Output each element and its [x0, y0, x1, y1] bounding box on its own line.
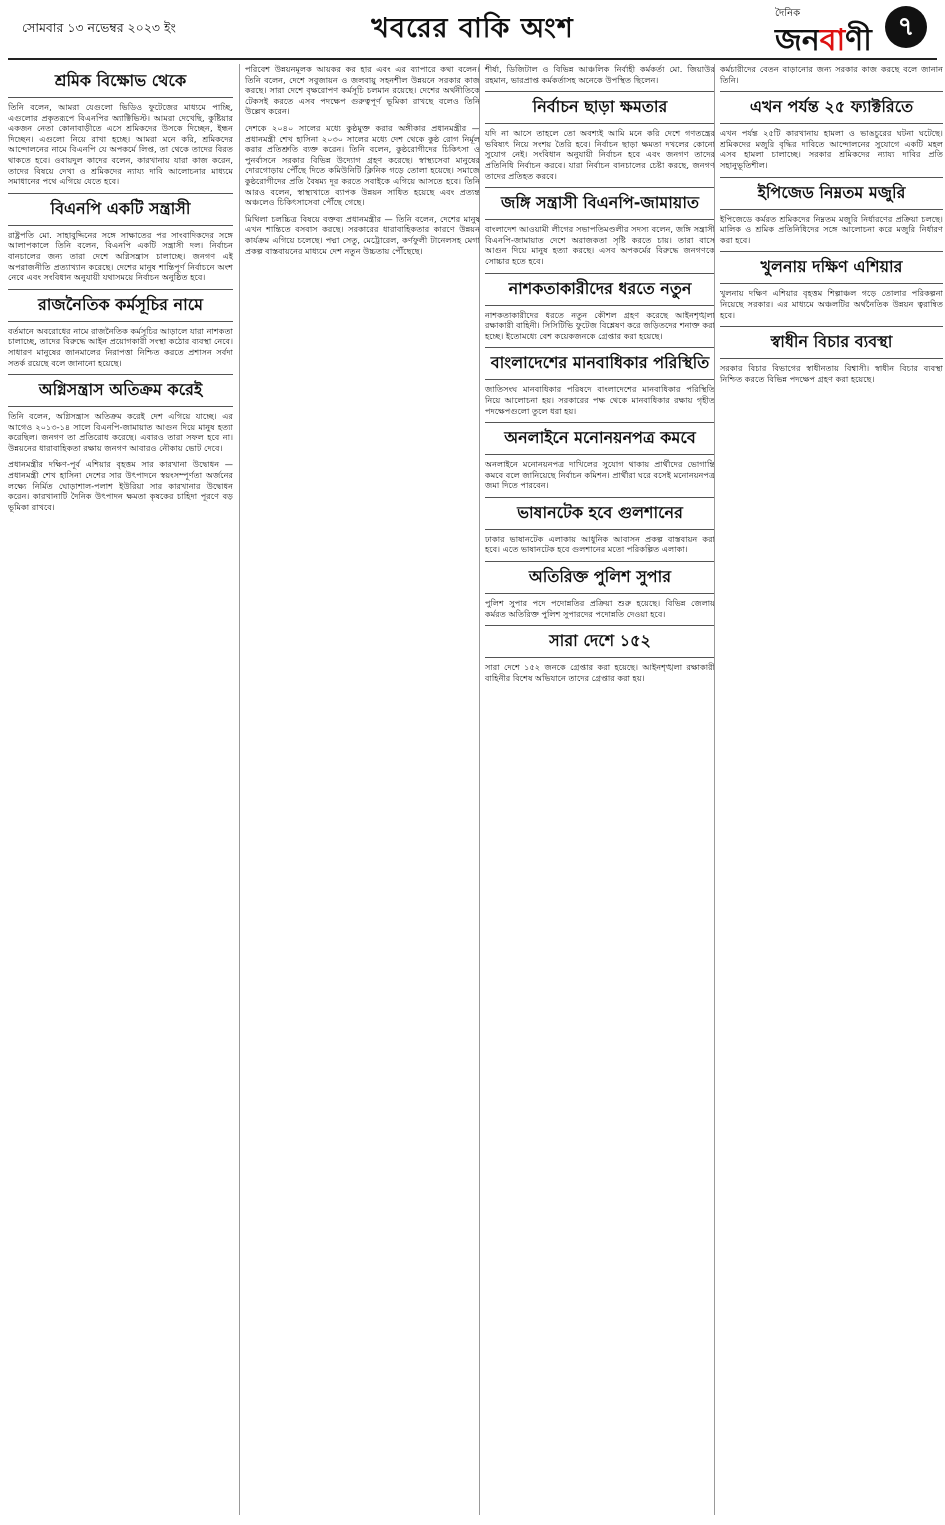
- article-headline: নাশকতাকারীদের ধরতে নতুন: [485, 273, 715, 306]
- article-body: রাষ্ট্রপতি মো. সাহাবুদ্দিনের সঙ্গে সাক্ষাতের পর সাংবাদিকদের সঙ্গে আলাপকালে তিনি বলেন, বিএনপি একটি সন্ত্রাসী দল। নির্বাচন বানচালের জন্য তারা দেশে অগ্নিসন্ত্রাস চালাচ্ছে। জনগণ এই অপরাজনীতি প্রত্যাখ্যান করেছে। দেশের মানুষ শান্তিপূর্ণ নির্বাচনে অংশ নেবে এবং সংবিধান অনুযায়ী যথাসময়ে নির্বাচন অনুষ্ঠিত হবে।: [8, 229, 233, 283]
- newspaper-logo: [767, 4, 927, 58]
- article-body: শীর্ষা, ডিজিটাল ও বিভিন্ন আঞ্চলিক নির্বাহী কর্মকর্তা মো. জিয়াউর রহমান, ভারপ্রাপ্ত কর্মকর্তাসহ অনেকে উপস্থিত ছিলেন।: [485, 64, 715, 85]
- article-headline: বাংলাদেশের মানবাধিকার পরিস্থিতি: [485, 347, 715, 380]
- article-headline: বিএনপি একটি সন্ত্রাসী: [8, 193, 233, 226]
- article-body: দেশকে ২০৪০ সালের মধ্যে কুষ্ঠমুক্ত করার অঙ্গীকার প্রধানমন্ত্রীর — প্রধানমন্ত্রী শেখ হাসিনা ২০৩০ সালের মধ্যে দেশ থেকে কুষ্ঠ রোগ নির্মূল করার প্রতিশ্রুতি ব্যক্ত করেন। তিনি বলেন, কুষ্ঠরোগীদের চিকিৎসা ও পুনর্বাসনে সরকার বিভিন্ন উদ্যোগ গ্রহণ করেছে। স্বাস্থ্যসেবা মানুষের দোরগোড়ায় পৌঁছে দিতে কমিউনিটি ক্লিনিক গড়ে তোলা হয়েছে। সমাজে কুষ্ঠরোগীদের প্রতি বৈষম্য দূর করতে সবাইকে এগিয়ে আসতে হবে। তিনি আরও বলেন, স্বাস্থ্যখাতে ব্যাপক উন্নয়ন সাধিত হয়েছে এবং প্রত্যন্ত অঞ্চলেও চিকিৎসাসেবা পৌঁছে গেছে।: [245, 122, 480, 208]
- article-body: পুলিশ সুপার পদে পদোন্নতির প্রক্রিয়া শুরু হয়েছে। বিভিন্ন জেলায় কর্মরত অতিরিক্ত পুলিশ সুপারদের পদোন্নতি দেওয়া হবে।: [485, 598, 715, 619]
- article-headline: রাজনৈতিক কর্মসূচির নামে: [8, 289, 233, 322]
- article-body: প্রধানমন্ত্রীর দক্ষিণ-পূর্ব এশিয়ার বৃহত্তম সার কারখানা উদ্বোধন — প্রধানমন্ত্রী শেখ হাসিনা দেশের সার উৎপাদনে স্বয়ংসম্পূর্ণতা অর্জনের লক্ষ্যে নির্মিত ঘোড়াশাল-পলাশ ইউরিয়া সার কারখানার উদ্বোধন করেন। কারখানাটি দৈনিক উৎপাদন ক্ষমতা কৃষকের চাহিদা পূরণে বড় ভূমিকা রাখবে।: [8, 459, 233, 512]
- article-headline: ভাষানটেক হবে গুলশানের: [485, 497, 715, 530]
- article-body: খুলনায় দক্ষিণ এশিয়ার বৃহত্তম শিল্পাঞ্চল গড়ে তোলার পরিকল্পনা নিয়েছে সরকার। এর মাধ্যমে অঞ্চলটির অর্থনৈতিক উন্নয়ন ত্বরান্বিত হবে।: [720, 288, 943, 320]
- article-body: পরিবেশ উন্নয়নমূলক আয়কর কর হার এবং এর ব্যাপারে কথা বলেন। তিনি বলেন, দেশে সবুজায়ন ও জলবায়ু সহনশীল উন্নয়নে সরকার কাজ করছে। সারা দেশে বৃক্ষরোপণ কর্মসূচি চলমান রয়েছে। দেশের অর্থনীতিকে টেকসই করতে এসব পদক্ষেপ গুরুত্বপূর্ণ ভূমিকা রাখছে বলেও তিনি উল্লেখ করেন।: [245, 64, 480, 117]
- article-body: তিনি বলেন, আমরা যেগুলো ভিডিও ফুটেজের মাধ্যমে পাচ্ছি, এগুলোর প্রকৃতরূপে বিএনপির অ্যাক্টিভিস্ট। আমরা দেখেছি, কুষ্টিয়ার একজন নেতা কোনাবাড়ীতে এসে শ্রমিকদের উসকে দিচ্ছেন, ইন্ধন দিচ্ছেন। এগুলো নিয়ে রাখা হচ্ছে। আমরা মনে করি, শ্রমিকদের আন্দোলনের নামে বিএনপি যে অপকর্মে লিপ্ত, তা থেকে তাদের বিরত থাকতে হবে। ওবায়দুল কাদের বলেন, কারখানায় যারা কাজ করেন, তাদের বিষয়ে দেখা ও শ্রমিকদের ন্যায্য দাবি আলোচনার মাধ্যমে সমাধানের পথে এগিয়ে যেতে হবে।: [8, 102, 233, 187]
- article-body: ইপিজেডে কর্মরত শ্রমিকদের নিম্নতম মজুরি নির্ধারণের প্রক্রিয়া চলছে। মালিক ও শ্রমিক প্রতিনিধিদের সঙ্গে আলোচনা করে মজুরি নির্ধারণ করা হবে।: [720, 213, 943, 245]
- article-headline: খুলনায় দক্ষিণ এশিয়ার: [720, 251, 943, 284]
- page-number-badge: ৭: [885, 6, 927, 48]
- article-headline: ইপিজেড নিম্নতম মজুরি: [720, 177, 943, 210]
- article-body: বাংলাদেশ আওয়ামী লীগের সভাপতিমণ্ডলীর সদস্য বলেন, জঙ্গি সন্ত্রাসী বিএনপি-জামায়াত দেশে অরাজকতা সৃষ্টি করতে চায়। তারা বাসে আগুন দিয়ে মানুষ হত্যা করছে। এসব অপকর্মের বিরুদ্ধে জনগণকে সোচ্চার হতে হবে।: [485, 224, 715, 266]
- article-headline: অগ্নিসন্ত্রাস অতিক্রম করেই: [8, 374, 233, 407]
- section-title: খবরের বাকি অংশ: [371, 13, 574, 44]
- article-body: সরকার বিচার বিভাগের স্বাধীনতায় বিশ্বাসী। স্বাধীন বিচার ব্যবস্থা নিশ্চিত করতে বিভিন্ন পদক্ষেপ গ্রহণ করা হয়েছে।: [720, 363, 943, 384]
- article-body: যদি না আসে তাহলে তো অবশ্যই আমি মনে করি দেশে গণতন্ত্রের ভবিষ্যৎ নিয়ে সংশয় তৈরি হবে। নির্বাচন ছাড়া ক্ষমতা দখলের কোনো সুযোগ নেই। সংবিধান অনুযায়ী নির্বাচন হবে এবং জনগণ তাদের প্রতিনিধি নির্বাচন করবে। যারা নির্বাচন বানচালের চেষ্টা করছে, জনগণ তাদের প্রতিহত করবে।: [485, 128, 715, 181]
- column-4: [714, 64, 943, 1515]
- article-body: নাশকতাকারীদের ধরতে নতুন কৌশল গ্রহণ করেছে আইনশৃঙ্খলা রক্ষাকারী বাহিনী। সিসিটিভি ফুটেজ বিশ্লেষণ করে জড়িতদের শনাক্ত করা হচ্ছে। ইতোমধ্যে বেশ কয়েকজনকে গ্রেপ্তার করা হয়েছে।: [485, 309, 715, 341]
- article-headline: নির্বাচন ছাড়া ক্ষমতার: [485, 91, 715, 124]
- article-headline: সারা দেশে ১৫২: [485, 625, 715, 658]
- issue-date: সোমবার ১৩ নভেম্বর ২০২৩ ইং: [22, 20, 176, 35]
- article-body: বর্তমানে অবরোধের নামে রাজনৈতিক কর্মসূচির আড়ালে যারা নাশকতা চালাচ্ছে, তাদের বিরুদ্ধে আইন প্রয়োগকারী সংস্থা কঠোর ব্যবস্থা নেবে। সাধারণ মানুষের জানমালের নিরাপত্তা নিশ্চিত করতে প্রশাসন সর্বদা সতর্ক রয়েছে বলে জানানো হয়েছে।: [8, 325, 233, 368]
- article-headline: অনলাইনে মনোনয়নপত্র কমবে: [485, 422, 715, 455]
- article-body: সারা দেশে ১৫২ জনকে গ্রেপ্তার করা হয়েছে। আইনশৃঙ্খলা রক্ষাকারী বাহিনীর বিশেষ অভিযানে তাদের গ্রেপ্তার করা হয়।: [485, 662, 715, 683]
- article-headline: এখন পর্যন্ত ২৫ ফ্যাক্টরিতে: [720, 91, 943, 124]
- column-1: [8, 64, 233, 1515]
- article-body: কর্মচারীদের বেতন বাড়ানোর জন্য সরকার কাজ করছে বলে জানান তিনি।: [720, 64, 943, 85]
- column-3: [479, 64, 715, 1515]
- article-body: এখন পর্যন্ত ২৫টি কারখানায় হামলা ও ভাঙচুরের ঘটনা ঘটেছে। শ্রমিকদের মজুরি বৃদ্ধির দাবিতে আন্দোলনের সুযোগে একটি মহল এসব হামলা চালাচ্ছে। সরকার শ্রমিকদের ন্যায্য দাবির প্রতি সহানুভূতিশীল।: [720, 128, 943, 170]
- article-body: তিনি বলেন, অগ্নিসন্ত্রাস অতিক্রম করেই দেশ এগিয়ে যাচ্ছে। এর আগেও ২০১৩-১৪ সালে বিএনপি-জামায়াত আগুন দিয়ে মানুষ হত্যা করেছিল। জনগণ তা প্রতিরোধ করেছে। এবারও তারা সফল হবে না। উন্নয়নের ধারাবাহিকতা রক্ষায় জনগণ আবারও নৌকায় ভোট দেবে।: [8, 411, 233, 453]
- article-body: মিথিলা চলচ্চিত্র বিষয়ে বক্তব্য প্রধানমন্ত্রীর — তিনি বলেন, দেশের মানুষ এখন শান্তিতে বসবাস করছে। সরকারের ধারাবাহিকতার কারণে উন্নয়ন কার্যক্রম এগিয়ে চলেছে। পদ্মা সেতু, মেট্রোরেল, কর্ণফুলী টানেলসহ মেগা প্রকল্প বাস্তবায়নের মাধ্যমে দেশ নতুন উচ্চতায় পৌঁছেছে।: [245, 213, 480, 256]
- article-columns: [8, 64, 943, 1515]
- article-body: অনলাইনে মনোনয়নপত্র দাখিলের সুযোগ থাকায় প্রার্থীদের ভোগান্তি কমবে বলে জানিয়েছে নির্বাচন কমিশন। প্রার্থীরা ঘরে বসেই মনোনয়নপত্র জমা দিতে পারবেন।: [485, 459, 715, 491]
- article-headline: স্বাধীন বিচার ব্যবস্থা: [720, 326, 943, 359]
- masthead: [8, 0, 937, 60]
- article-headline: শ্রমিক বিক্ষোভ থেকে: [8, 66, 233, 98]
- article-body: জাতিসংঘ মানবাধিকার পরিষদে বাংলাদেশের মানবাধিকার পরিস্থিতি নিয়ে আলোচনা হয়। সরকারের পক্ষ থেকে মানবাধিকার রক্ষায় গৃহীত পদক্ষেপগুলো তুলে ধরা হয়।: [485, 384, 715, 416]
- article-headline: অতিরিক্ত পুলিশ সুপার: [485, 561, 715, 594]
- column-2: [239, 64, 480, 1515]
- brand-name: জনবাণী: [775, 23, 872, 58]
- brand-small: দৈনিক: [775, 8, 801, 19]
- article-headline: জঙ্গি সন্ত্রাসী বিএনপি-জামায়াত: [485, 187, 715, 220]
- article-body: ঢাকার ভাষানটেক এলাকায় আধুনিক আবাসন প্রকল্প বাস্তবায়ন করা হবে। এতে ভাষানটেক হবে গুলশানের মতো পরিকল্পিত এলাকা।: [485, 533, 715, 555]
